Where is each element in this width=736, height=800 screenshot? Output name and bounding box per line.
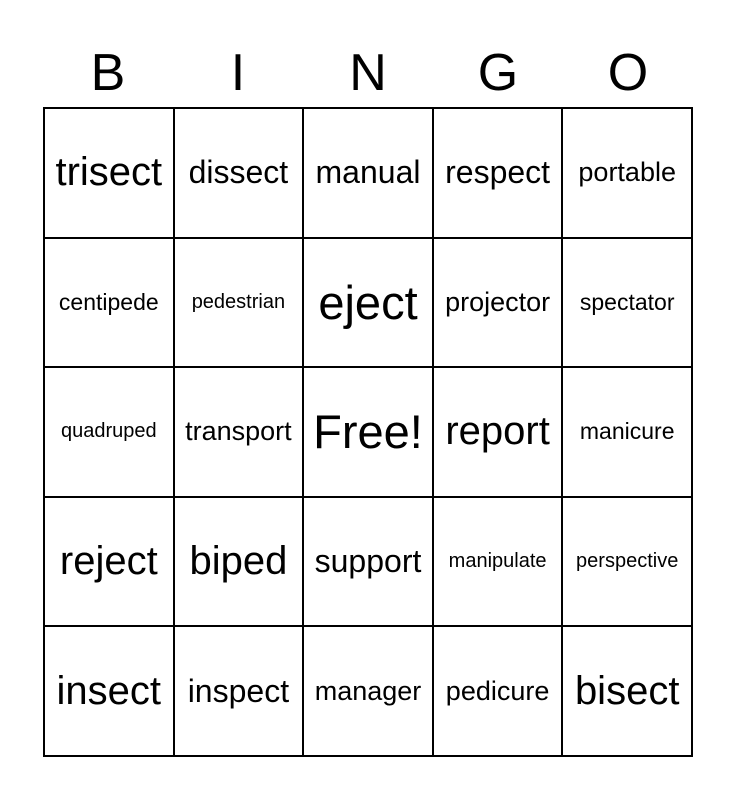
bingo-cell[interactable]: biped — [174, 497, 304, 627]
bingo-cell[interactable]: bisect — [562, 626, 692, 756]
bingo-header — [43, 38, 693, 108]
bingo-grid — [43, 107, 693, 757]
bingo-cell[interactable]: portable — [562, 108, 692, 238]
header-letter-g: G — [477, 44, 519, 102]
bingo-cell[interactable]: spectator — [562, 238, 692, 368]
bingo-cell[interactable]: insect — [44, 626, 174, 756]
bingo-cell[interactable]: report — [433, 367, 563, 497]
bingo-cell[interactable]: pedestrian — [174, 238, 304, 368]
bingo-cell[interactable]: pedicure — [433, 626, 563, 756]
bingo-cell[interactable]: manual — [303, 108, 433, 238]
bingo-cell[interactable]: dissect — [174, 108, 304, 238]
bingo-cell[interactable]: respect — [433, 108, 563, 238]
header-letter-o: O — [607, 44, 649, 102]
bingo-cell[interactable]: manager — [303, 626, 433, 756]
bingo-cell[interactable]: quadruped — [44, 367, 174, 497]
header-letter-b: B — [90, 44, 126, 102]
header-letter-n: N — [349, 44, 387, 102]
header-letter-i: I — [230, 44, 246, 102]
bingo-cell[interactable]: trisect — [44, 108, 174, 238]
bingo-cell[interactable]: transport — [174, 367, 304, 497]
bingo-cell[interactable]: perspective — [562, 497, 692, 627]
bingo-cell[interactable]: manicure — [562, 367, 692, 497]
bingo-cell[interactable]: centipede — [44, 238, 174, 368]
bingo-cell[interactable]: inspect — [174, 626, 304, 756]
bingo-cell[interactable]: eject — [303, 238, 433, 368]
bingo-cell[interactable]: manipulate — [433, 497, 563, 627]
free-space-cell[interactable]: Free! — [303, 367, 433, 497]
bingo-cell[interactable]: reject — [44, 497, 174, 627]
bingo-cell[interactable]: support — [303, 497, 433, 627]
bingo-cell[interactable]: projector — [433, 238, 563, 368]
